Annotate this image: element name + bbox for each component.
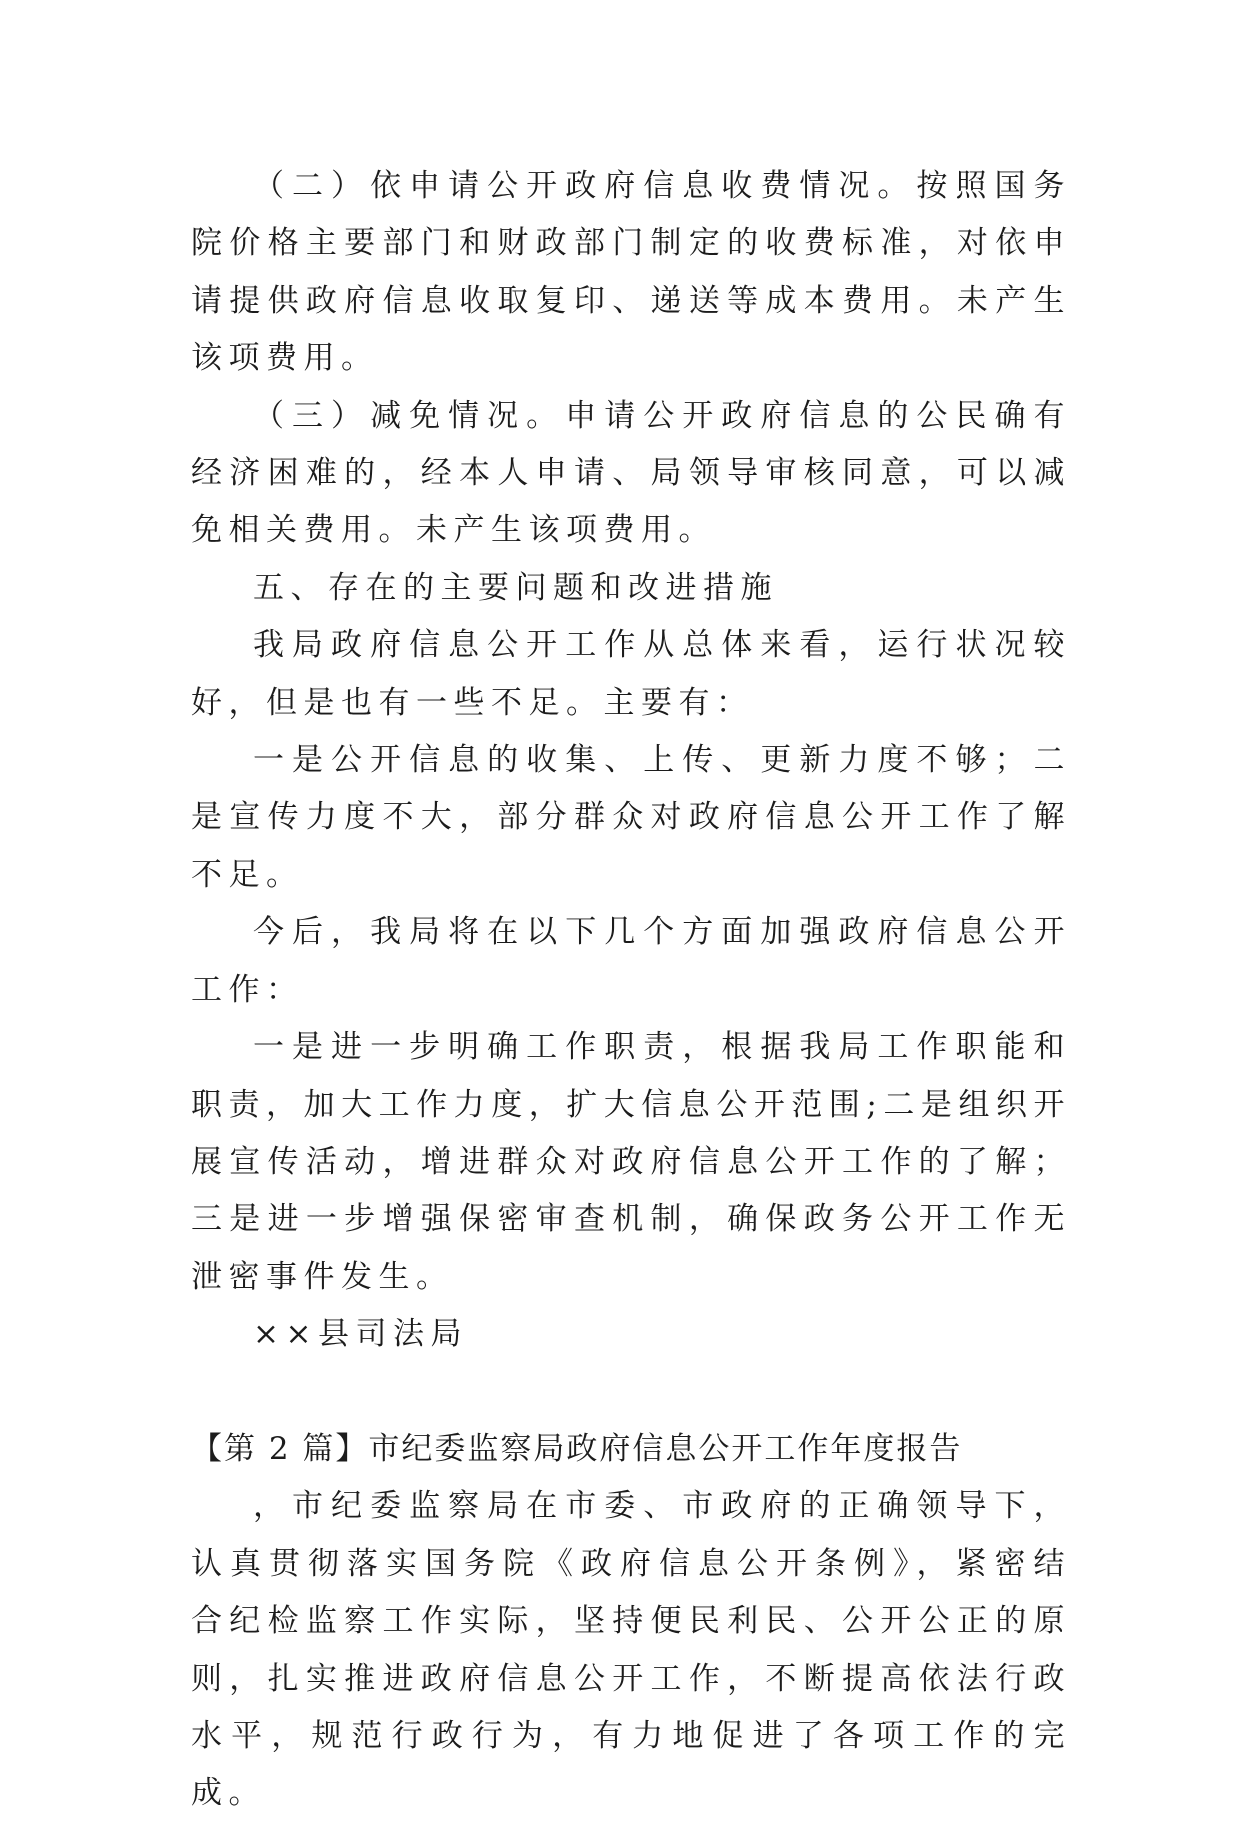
paragraph-future-intro: 今后，我局将在以下几个方面加强政府信息公开工作： <box>191 914 1071 1008</box>
paragraph-fee-status: （二）依申请公开政府信息收费情况。按照国务院价格主要部门和财政部门制定的收费标准，对依申请提供政府信息收取复印、递送等成本费用。未产生该项费用。 <box>191 168 1071 377</box>
section-2-title: 【第 2 篇】市纪委监察局政府信息公开工作年度报告 <box>191 1430 963 1467</box>
paragraph-future-measures: 一是进一步明确工作职责，根据我局工作职能和职责，加大工作力度，扩大信息公开范围;二是组织开展宣传活动，增进群众对政府信息公开工作的了解；三是进一步增强保密审查机制，确保政务公开工作无泄密事件发生。 <box>191 1029 1071 1295</box>
document-body <box>191 158 1071 1823</box>
paragraph-overall-assessment: 我局政府信息公开工作从总体来看，运行状况较好，但是也有一些不足。主要有： <box>191 627 1071 721</box>
heading-problems-and-measures: 五、存在的主要问题和改进措施 <box>253 569 778 606</box>
signature-organization: ××县司法局 <box>253 1316 468 1353</box>
paragraph-shortcomings: 一是公开信息的收集、上传、更新力度不够；二是宣传力度不大，部分群众对政府信息公开工作了解不足。 <box>191 742 1071 893</box>
section-spacer <box>191 1364 1071 1421</box>
paragraph-fee-waiver: （三）减免情况。申请公开政府信息的公民确有经济困难的，经本人申请、局领导审核同意，可以减免相关费用。未产生该项费用。 <box>191 397 1071 549</box>
section-2-paragraph: ，市纪委监察局在市委、市政府的正确领导下，认真贯彻落实国务院《政府信息公开条例》，紧密结合纪检监察工作实际，坚持便民利民、公开公正的原则，扎实推进政府信息公开工作，不断提高依法行政水平，规范行政行为，有力地促进了各项工作的完成。 <box>191 1488 1071 1812</box>
